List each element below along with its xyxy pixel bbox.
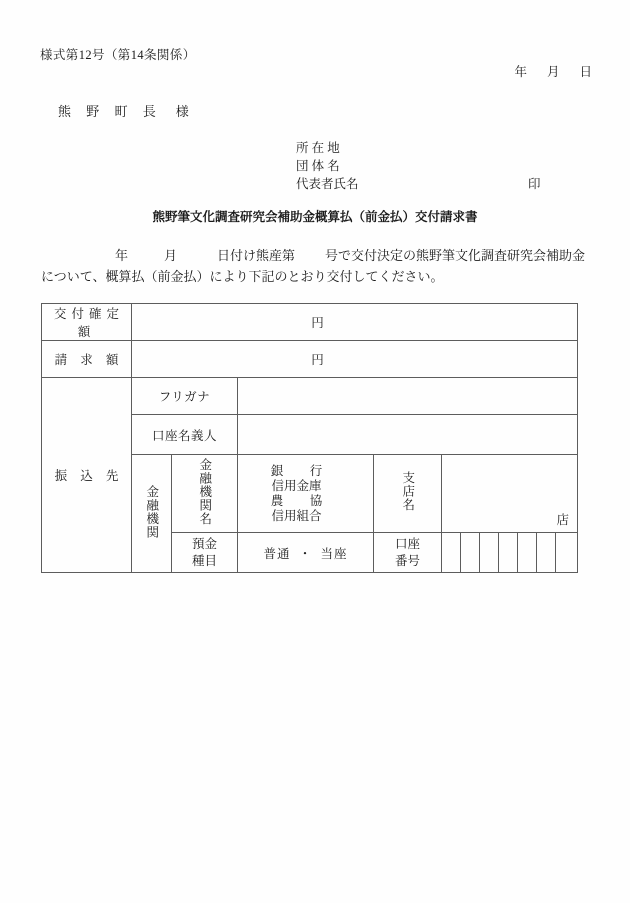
form-number: 様式第12号（第14条関係） <box>40 48 196 62</box>
account-number-cell[interactable] <box>442 533 461 573</box>
deposit-type-separator: ・ <box>298 546 313 561</box>
shiten-mei-label: 支店名 <box>400 471 415 512</box>
deposit-type-toza[interactable]: 当座 <box>320 546 348 561</box>
bank-type-options-cell[interactable] <box>238 455 374 533</box>
sender-address-label: 所 在 地 <box>296 141 340 155</box>
sender-address-row <box>296 139 359 157</box>
addressee-name: 熊 野 町 長 <box>58 104 162 119</box>
body-second-line: について、概算払（前金払）により下記のとおり交付してください。 <box>41 269 444 284</box>
body-month-label: 月 <box>164 248 178 263</box>
seikyu-label-cell: 請 求 額 <box>42 341 132 378</box>
sender-organization-row <box>296 157 359 175</box>
yokin-shumoku-label-cell <box>172 533 238 573</box>
furikomisaki-label-cell: 振 込 先 <box>42 378 132 573</box>
kinyu-kikan-mei-label-cell <box>172 455 238 533</box>
kakutei-value-cell[interactable]: 円 <box>132 304 578 341</box>
body-year-label: 年 <box>115 248 129 263</box>
seikyu-value-cell[interactable]: 円 <box>132 341 578 378</box>
kakutei-label-cell: 交付確定額 <box>42 304 132 341</box>
table-row <box>42 378 578 415</box>
body-middle-text: 日付け熊産第 <box>217 248 296 263</box>
kinyu-kikan-label-cell <box>132 455 172 573</box>
kouza-bango-label-line2: 番号 <box>394 553 420 568</box>
seal-label: 印 <box>528 177 541 191</box>
kouza-bango-label-line1: 口座 <box>394 536 420 551</box>
sender-representative-row <box>296 175 541 193</box>
body-paragraph <box>41 245 589 287</box>
addressee <box>58 101 195 120</box>
sender-representative-label: 代表者氏名 <box>296 177 359 191</box>
date-day-label: 日 <box>579 65 592 79</box>
kinyu-kikan-label: 金融機関 <box>144 484 159 539</box>
body-end-text: 号で交付決定の熊野筆文化調査研究会補助金 <box>325 248 586 263</box>
addressee-honorific: 様 <box>175 104 195 119</box>
request-table <box>41 303 578 573</box>
furigana-value-cell[interactable] <box>238 378 578 415</box>
page-title: 熊野筆文化調査研究会補助金概算払（前金払）交付請求書 <box>152 210 478 224</box>
table-row <box>42 304 578 341</box>
bank-type-nokyo[interactable]: 農 協 <box>270 493 330 508</box>
table-row <box>42 341 578 378</box>
ten-label: 店 <box>556 513 570 527</box>
kouza-bango-label-cell <box>374 533 442 573</box>
account-number-cell[interactable] <box>499 533 518 573</box>
deposit-type-futsu[interactable]: 普通 <box>263 546 291 561</box>
date-line <box>0 62 592 80</box>
furigana-label-cell: フリガナ <box>132 378 238 415</box>
kouza-meigi-value-cell[interactable] <box>238 415 578 455</box>
yokin-shumoku-label-line2: 種目 <box>191 553 217 568</box>
account-number-cell[interactable] <box>518 533 537 573</box>
shiten-mei-label-cell <box>374 455 442 533</box>
kinyu-kikan-mei-label: 金融機関名 <box>197 457 212 526</box>
account-number-cell[interactable] <box>537 533 556 573</box>
bank-type-ginko[interactable]: 銀 行 <box>270 463 330 478</box>
yokin-shumoku-label-line1: 預金 <box>191 536 217 551</box>
sender-organization-label: 団 体 名 <box>296 159 340 173</box>
bank-type-shinyokumiai[interactable]: 信用組合 <box>271 508 322 523</box>
account-number-cell[interactable] <box>461 533 480 573</box>
account-number-cell[interactable] <box>556 533 578 573</box>
request-table-wrapper <box>41 303 577 573</box>
kouza-meigi-label-cell: 口座名義人 <box>132 415 238 455</box>
bank-type-shinyokinko[interactable]: 信用金庫 <box>271 478 322 493</box>
date-year-label: 年 <box>514 65 527 79</box>
sender-block <box>296 139 541 193</box>
account-number-cell[interactable] <box>480 533 499 573</box>
date-month-label: 月 <box>546 65 560 79</box>
deposit-type-cell[interactable] <box>238 533 374 573</box>
shiten-mei-value-cell[interactable] <box>442 455 578 533</box>
